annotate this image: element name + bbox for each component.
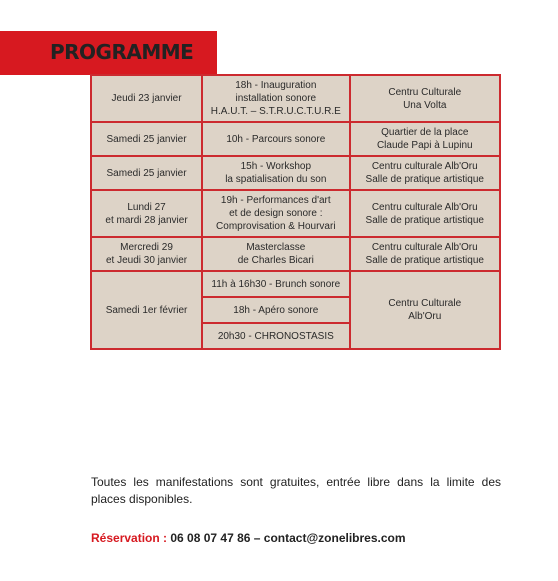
event-line: 10h - Parcours sonore [226, 133, 326, 145]
event-line: Comprovisation & Hourvari [216, 221, 336, 232]
date-cell [91, 156, 202, 190]
place-line: Centru Culturale [388, 86, 462, 98]
event-cell [202, 271, 349, 297]
place-cell [350, 122, 500, 156]
place-line: Una Volta [403, 99, 447, 111]
place-line: Claude Papi à Lupinu [376, 140, 473, 151]
event-line: et de design sonore : [229, 208, 323, 219]
event-line: 19h - Performances d'art [220, 195, 331, 206]
programme-table [90, 74, 501, 350]
event-cell [202, 122, 349, 156]
table-row [91, 75, 500, 122]
place-cell [350, 156, 500, 190]
event-line: H.A.U.T. – S.T.R.U.C.T.U.R.E [210, 106, 341, 117]
page-title: PROGRAMME [50, 40, 194, 64]
event-line: 15h - Workshop [240, 161, 311, 172]
date-cell [91, 190, 202, 237]
date-cell [91, 122, 202, 156]
place-line: Quartier de la place [381, 127, 469, 138]
place-line: Centru culturale Alb'Oru [371, 242, 478, 253]
table-row [91, 190, 500, 237]
place-cell [350, 271, 500, 349]
event-line: Masterclasse [246, 242, 306, 253]
event-cell [202, 297, 349, 323]
table-row [91, 237, 500, 271]
table-row [91, 122, 500, 156]
place-cell [350, 237, 500, 271]
date-cell [91, 271, 202, 349]
date-line: Samedi 25 janvier [106, 167, 187, 179]
event-cell [202, 156, 349, 190]
event-line: 11h à 16h30 - Brunch sonore [211, 278, 341, 290]
event-cell [202, 237, 349, 271]
event-line: 18h - Inauguration [235, 80, 317, 91]
event-line: 20h30 - CHRONOSTASIS [217, 330, 334, 342]
event-cell [202, 323, 349, 349]
date-line: Jeudi 23 janvier [111, 93, 182, 104]
date-line: Lundi 27 [127, 201, 166, 213]
event-line: installation sonore [235, 93, 317, 104]
reservation-label: Réservation : [91, 531, 168, 545]
place-cell [350, 190, 500, 237]
place-line: Centru culturale Alb'Oru [371, 161, 478, 172]
date-cell [91, 75, 202, 122]
event-line: de Charles Bicari [237, 255, 314, 266]
place-line: Centru Culturale [388, 298, 462, 309]
table-row [91, 271, 500, 297]
date-cell [91, 237, 202, 271]
date-line: Mercredi 29 [120, 242, 173, 253]
place-line: Salle de pratique artistique [365, 214, 484, 226]
table-row [91, 156, 500, 190]
free-entry-note: Toutes les manifestations sont gratuites, entrée libre dans la limite des places disponibles. [91, 475, 501, 506]
event-cell [202, 190, 349, 237]
event-line: la spatialisation du son [225, 174, 327, 185]
reservation-contact: 06 08 07 47 86 – contact@zonelibres.com [167, 531, 406, 545]
event-line: 18h - Apéro sonore [233, 304, 319, 316]
event-cell [202, 75, 349, 122]
place-line: Alb'Oru [408, 311, 442, 322]
programme-banner [0, 31, 217, 75]
date-line: Samedi 1er février [105, 304, 188, 316]
date-line: et Jeudi 30 janvier [105, 255, 188, 266]
place-cell [350, 75, 500, 122]
place-line: Salle de pratique artistique [365, 255, 484, 266]
place-line: Centru culturale Alb'Oru [371, 201, 478, 213]
date-line: et mardi 28 janvier [105, 214, 188, 226]
date-line: Samedi 25 janvier [106, 133, 187, 145]
place-line: Salle de pratique artistique [365, 174, 484, 185]
reservation-line [91, 531, 406, 545]
